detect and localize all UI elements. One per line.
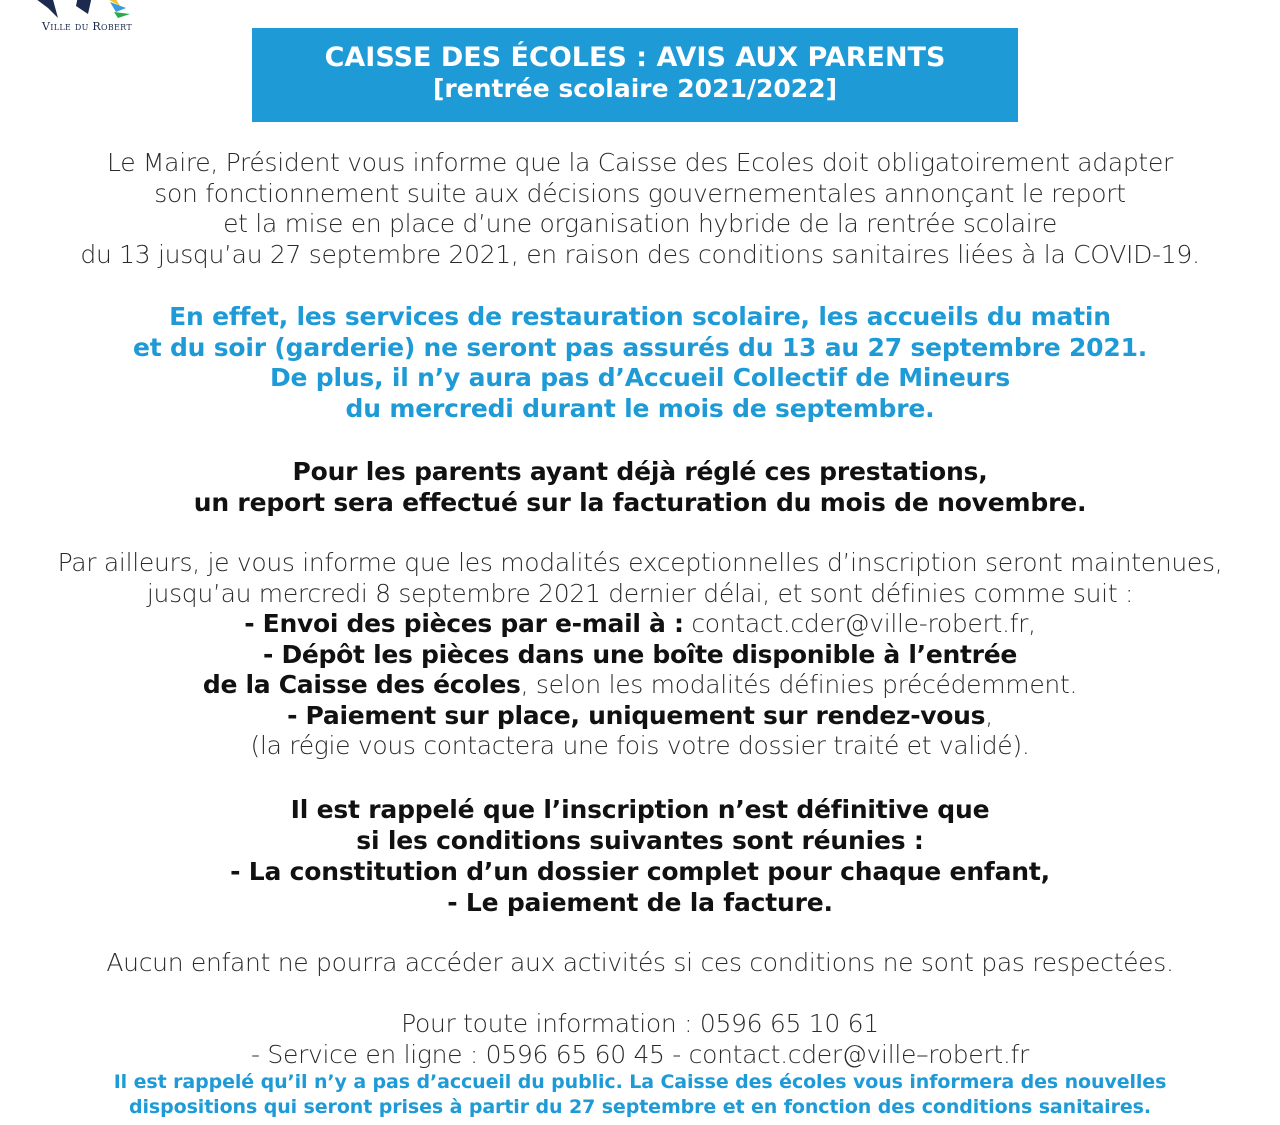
- modalities-intro: jusqu’au mercredi 8 septembre 2021 dernier délai, et sont définies comme suit :: [146, 578, 1134, 608]
- notice-line: et du soir (garderie) ne seront pas assurés du 13 au 27 septembre 2021.: [132, 332, 1148, 362]
- modality-dropbox-text: , selon les modalités définies précédemment.: [520, 670, 1078, 699]
- modality-dropbox-place: de la Caisse des écoles: [202, 670, 521, 699]
- conditions-section: [0, 794, 1280, 918]
- report-line: Pour les parents ayant déjà réglé ces prestations,: [292, 457, 988, 486]
- intro-line: Le Maire, Président vous informe que la Caisse des Ecoles doit obligatoirement adapter: [107, 148, 1173, 177]
- page-subtitle: [rentrée scolaire 2021/2022]: [433, 74, 837, 103]
- intro-line: son fonctionnement suite aux décisions gouvernementales annonçant le report: [154, 178, 1126, 208]
- notice-line: du mercredi durant le mois de septembre.: [345, 393, 935, 423]
- contact-phone: Pour toute information : 0596 65 10 61: [401, 1009, 879, 1038]
- modality-payment: [0, 701, 1280, 732]
- intro-paragraph: [0, 148, 1280, 270]
- report-notice: [0, 456, 1280, 518]
- modality-email-label: - Envoi des pièces par e-mail à :: [244, 609, 684, 638]
- condition-line: - Le paiement de la facture.: [447, 888, 833, 917]
- modality-payment-label: - Paiement sur place, uniquement sur rendez-vous: [287, 700, 986, 730]
- modality-email: [0, 609, 1280, 640]
- modality-payment-note: (la régie vous contactera une fois votre dossier traité et validé).: [250, 731, 1030, 760]
- notice-line: De plus, il n’y aura pas d’Accueil Collectif de Mineurs: [269, 363, 1011, 392]
- footer-notice: [0, 1070, 1280, 1120]
- condition-line: si les conditions suivantes sont réunies :: [356, 826, 924, 855]
- warning-line: Aucun enfant ne pourra accéder aux activités si ces conditions ne sont pas respectées.: [106, 948, 1174, 977]
- contact-online: - Service en ligne : 0596 65 60 45 - contact.cder@ville–robert.fr: [251, 1039, 1029, 1069]
- town-name: Ville du Robert: [42, 20, 132, 33]
- title-banner: [252, 28, 1018, 122]
- intro-line: du 13 jusqu’au 27 septembre 2021, en raison des conditions sanitaires liées à la COVID-19.: [80, 239, 1200, 269]
- footer-line: Il est rappelé qu’il n’y a pas d’accueil du public. La Caisse des écoles vous informera des nouvelles: [113, 1071, 1167, 1093]
- contact-section: [0, 1009, 1280, 1070]
- report-line: un report sera effectué sur la facturation du mois de novembre.: [193, 488, 1087, 517]
- modality-dropbox-cont: [0, 670, 1280, 701]
- services-notice: [0, 302, 1280, 424]
- town-logo: [18, 0, 138, 44]
- modality-payment-text: ,: [985, 700, 993, 730]
- modalities-intro: Par ailleurs, je vous informe que les modalités exceptionnelles d’inscription seront maintenues,: [57, 548, 1223, 577]
- modality-dropbox: [0, 640, 1280, 671]
- warning-text: [0, 948, 1280, 979]
- condition-line: - La constitution d’un dossier complet pour chaque enfant,: [230, 857, 1050, 886]
- contact-email: contact.cder@ville-robert.fr,: [683, 609, 1036, 638]
- footer-line: dispositions qui seront prises à partir du 27 septembre et en fonction des conditions sanitaires.: [129, 1096, 1151, 1118]
- modality-dropbox-label: - Dépôt les pièces dans une boîte disponible à l’entrée: [262, 639, 1018, 669]
- page-title: CAISSE DES ÉCOLES : AVIS AUX PARENTS: [324, 42, 946, 73]
- condition-line: Il est rappelé que l’inscription n’est définitive que: [290, 795, 990, 824]
- intro-line: et la mise en place d’une organisation hybride de la rentrée scolaire: [223, 209, 1057, 238]
- notice-line: En effet, les services de restauration scolaire, les accueils du matin: [169, 302, 1111, 331]
- modalities-section: [0, 548, 1280, 762]
